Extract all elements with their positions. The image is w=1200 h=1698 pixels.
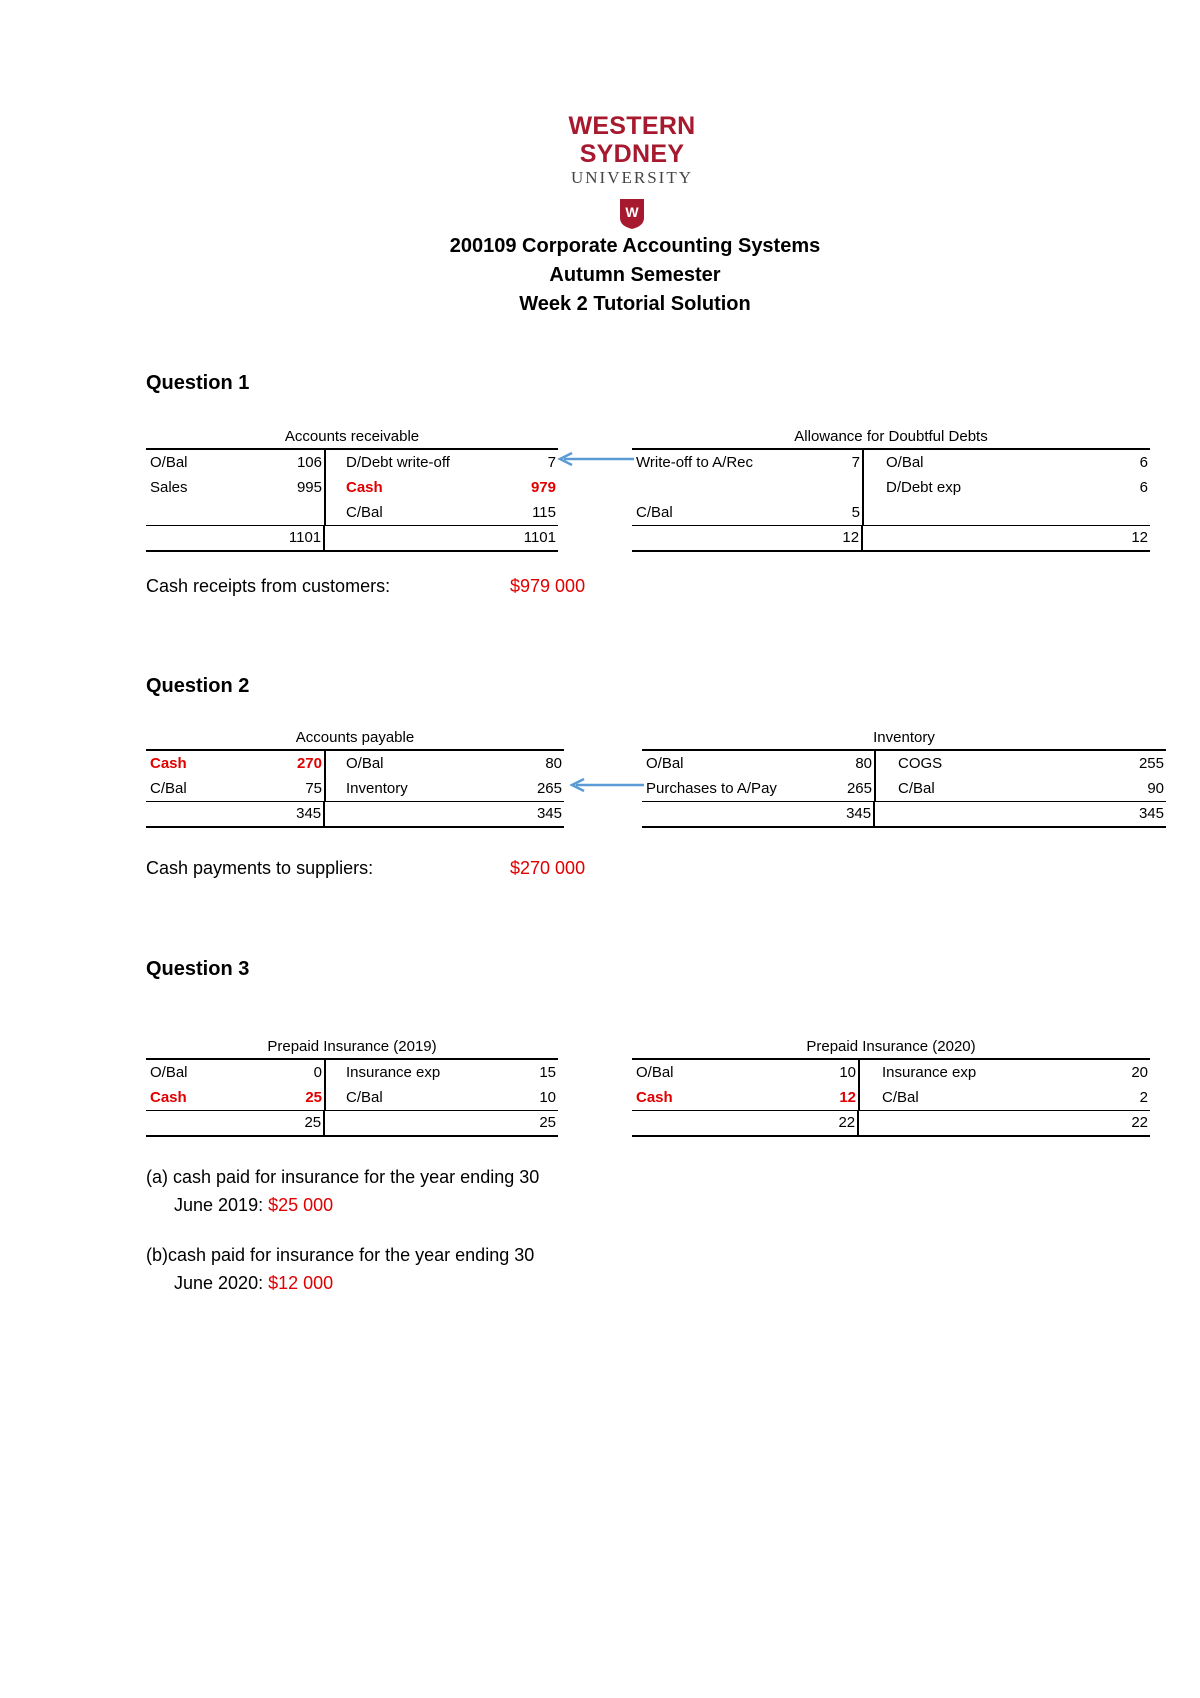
answer-a-text: cash paid for insurance for the year ending 30 [173, 1167, 540, 1187]
t-account-title: Accounts payable [295, 729, 415, 746]
t-account-totals: 1101 1101 [146, 525, 558, 552]
shield-letter: W [625, 204, 639, 220]
t-account-prepaid-insurance-2019 [146, 1036, 558, 1137]
t-account-title: Prepaid Insurance (2019) [267, 1038, 437, 1055]
shield-icon [619, 198, 645, 230]
answer-b-text: cash paid for insurance for the year ending 30 [168, 1245, 535, 1265]
ledger-row: C/Bal 90 [898, 780, 1164, 797]
cash-receipts-value: $979 000 [510, 576, 586, 596]
semester-title: Autumn Semester [549, 264, 721, 286]
ledger-row: Purchases to A/Pay 265 [646, 780, 872, 797]
ledger-row: D/Debt write-off 7 [346, 454, 556, 471]
ledger-row: C/Bal 2 [882, 1089, 1148, 1106]
answer-a-value: $25 000 [268, 1195, 334, 1215]
tutorial-title: Week 2 Tutorial Solution [519, 293, 751, 315]
question-3-heading: Question 3 [146, 958, 250, 980]
t-account-totals: 22 22 [632, 1110, 1150, 1137]
t-account-inventory [642, 727, 1166, 828]
ledger-row: O/Bal 0 [150, 1064, 322, 1081]
university-logo [516, 112, 748, 230]
t-account-accounts-receivable [146, 426, 558, 552]
logo-wordmark: WESTERN SYDNEY [568, 112, 696, 168]
ledger-row: Sales 995 [150, 479, 322, 496]
document-title [0, 232, 1200, 319]
t-account-allowance-doubtful-debts [632, 426, 1150, 552]
answer-b-date: June 2020: [174, 1273, 264, 1293]
question-2-heading: Question 2 [146, 675, 250, 697]
logo-subtitle: UNIVERSITY [571, 168, 693, 187]
t-account-accounts-payable [146, 727, 564, 828]
ledger-row: Write-off to A/Rec 7 [636, 454, 860, 471]
t-account-prepaid-insurance-2020 [632, 1036, 1150, 1137]
ledger-row: Insurance exp 20 [882, 1064, 1148, 1081]
ledger-row: Inventory 265 [346, 780, 562, 797]
arrow-left-icon [554, 451, 636, 467]
ledger-row: D/Debt exp 6 [886, 479, 1148, 496]
cash-payments-label: Cash payments to suppliers: [146, 858, 374, 878]
ledger-row: COGS 255 [898, 755, 1164, 772]
cash-receipts-label: Cash receipts from customers: [146, 576, 391, 596]
ledger-row-cash: Cash 12 [636, 1089, 856, 1106]
ledger-row: C/Bal 75 [150, 780, 322, 797]
t-account-title: Allowance for Doubtful Debts [794, 428, 988, 445]
t-account-totals: 25 25 [146, 1110, 558, 1137]
question-1-heading: Question 1 [146, 372, 250, 394]
t-account-title: Inventory [873, 729, 935, 746]
ledger-row: C/Bal 10 [346, 1089, 556, 1106]
cash-payments-value: $270 000 [510, 858, 586, 878]
answer-a-line-2 [174, 1191, 333, 1219]
answer-b-marker: (b) [146, 1245, 168, 1265]
ledger-row: C/Bal 5 [636, 504, 860, 521]
ledger-row: O/Bal 80 [346, 755, 562, 772]
ledger-row-cash: Cash 979 [346, 479, 556, 496]
ledger-row: O/Bal 80 [646, 755, 872, 772]
answer-b-value: $12 000 [268, 1273, 334, 1293]
answer-b-line-2 [174, 1269, 333, 1297]
ledger-row-cash: Cash 25 [150, 1089, 322, 1106]
ledger-row: C/Bal 115 [346, 504, 556, 521]
arrow-left-icon [566, 777, 646, 793]
answer-a-line-1 [146, 1163, 539, 1191]
answer-a-marker: (a) [146, 1167, 168, 1187]
t-account-title: Accounts receivable [284, 428, 420, 445]
t-account-totals: 345 345 [642, 801, 1166, 828]
answer-a-date: June 2019: [174, 1195, 264, 1215]
t-account-totals: 345 345 [146, 801, 564, 828]
ledger-row: Insurance exp 15 [346, 1064, 556, 1081]
t-account-title: Prepaid Insurance (2020) [806, 1038, 976, 1055]
ledger-row: O/Bal 10 [636, 1064, 856, 1081]
answer-b-line-1 [146, 1241, 534, 1269]
ledger-row: O/Bal 6 [886, 454, 1148, 471]
t-account-totals: 12 12 [632, 525, 1150, 552]
ledger-row: O/Bal 106 [150, 454, 322, 471]
ledger-row-cash: Cash 270 [150, 755, 322, 772]
course-title: 200109 Corporate Accounting Systems [449, 235, 821, 257]
